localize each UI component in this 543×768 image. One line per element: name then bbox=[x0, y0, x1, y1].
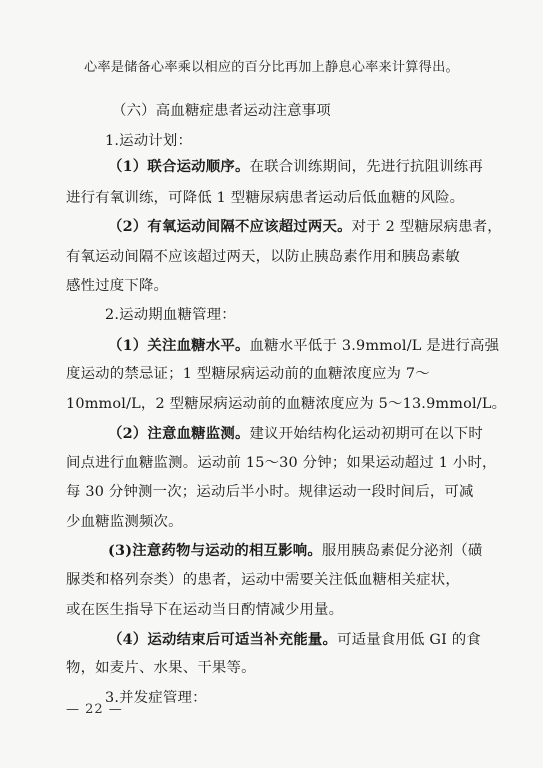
bold-heading-text: (3)注意药物与运动的相互影响。 bbox=[108, 542, 322, 559]
text-line bbox=[66, 482, 474, 502]
bold-heading-text: （4）运动结束后可适当补充能量。 bbox=[108, 631, 338, 648]
bold-heading-text: （2）注意血糖监测。 bbox=[108, 425, 250, 442]
body-text: 10mmol/L，2 型糖尿病运动前的血糖浓度应为 5～13.9mmol/L。 bbox=[66, 396, 507, 412]
text-line bbox=[108, 157, 483, 177]
body-text: 2.运动期血糖管理： bbox=[105, 307, 236, 323]
text-line bbox=[66, 247, 460, 267]
text-line bbox=[112, 101, 331, 121]
text-line bbox=[105, 131, 192, 151]
body-text: 间点进行血糖监测。运动前 15～30 分钟；如果运动超过 1 小时， bbox=[66, 455, 497, 471]
text-line bbox=[108, 424, 483, 444]
text-line bbox=[84, 58, 459, 78]
text-line bbox=[108, 217, 502, 237]
text-line bbox=[66, 600, 343, 620]
body-text: 1.运动计划： bbox=[105, 133, 193, 149]
text-line bbox=[108, 630, 481, 650]
body-text: 血糖水平低于 3.9mmol/L 是进行高强 bbox=[249, 338, 500, 354]
body-text: 3.并发症管理： bbox=[105, 690, 207, 706]
body-text: 心率是储备心率乘以相应的百分比再加上静息心率来计算得出。 bbox=[84, 60, 459, 75]
page-number: — 22 — bbox=[66, 702, 123, 717]
text-line bbox=[108, 336, 499, 356]
body-text: 可适量食用低 GI 的食 bbox=[337, 632, 481, 648]
text-line bbox=[105, 305, 236, 325]
text-line bbox=[66, 658, 256, 678]
body-text: 感性过度下降。 bbox=[66, 278, 169, 294]
body-text: 在联合训练期间，先进行抗阻训练再 bbox=[249, 159, 483, 175]
body-text: 对于 2 型糖尿病患者， bbox=[351, 219, 502, 235]
bold-heading-text: （2）有氧运动间隔不应该超过两天。 bbox=[108, 218, 352, 235]
text-line bbox=[66, 188, 464, 208]
text-line bbox=[66, 453, 497, 473]
body-text: 度运动的禁忌证；1 型糖尿病运动前的血糖浓度应为 7～ bbox=[66, 366, 430, 382]
text-line bbox=[66, 276, 168, 296]
text-line bbox=[66, 570, 460, 590]
body-text: 或在医生指导下在运动当日酌情减少用量。 bbox=[66, 602, 344, 618]
body-text: 服用胰岛素促分泌剂（磺 bbox=[321, 543, 483, 559]
body-text: 每 30 分钟测一次；运动后半小时。规律运动一段时间后，可减 bbox=[66, 484, 474, 500]
text-line bbox=[66, 364, 430, 384]
body-text: 少血糖监测频次。 bbox=[66, 514, 183, 530]
bold-heading-text: （1）关注血糖水平。 bbox=[108, 337, 250, 354]
bold-heading-text: （1）联合运动顺序。 bbox=[108, 158, 250, 175]
body-text: 物，如麦片、水果、干果等。 bbox=[66, 660, 256, 676]
body-text: （六）高血糖症患者运动注意事项 bbox=[112, 103, 331, 119]
body-text: 建议开始结构化运动初期可在以下时 bbox=[249, 426, 483, 442]
text-line bbox=[108, 541, 482, 561]
body-text: 进行有氧训练，可降低 1 型糖尿病患者运动后低血糖的风险。 bbox=[66, 190, 465, 206]
body-text: 脲类和格列奈类）的患者，运动中需要关注低血糖相关症状， bbox=[66, 572, 460, 588]
text-line bbox=[66, 394, 506, 414]
text-line bbox=[66, 512, 183, 532]
body-text: 有氧运动间隔不应该超过两天，以防止胰岛素作用和胰岛素敏 bbox=[66, 249, 460, 265]
